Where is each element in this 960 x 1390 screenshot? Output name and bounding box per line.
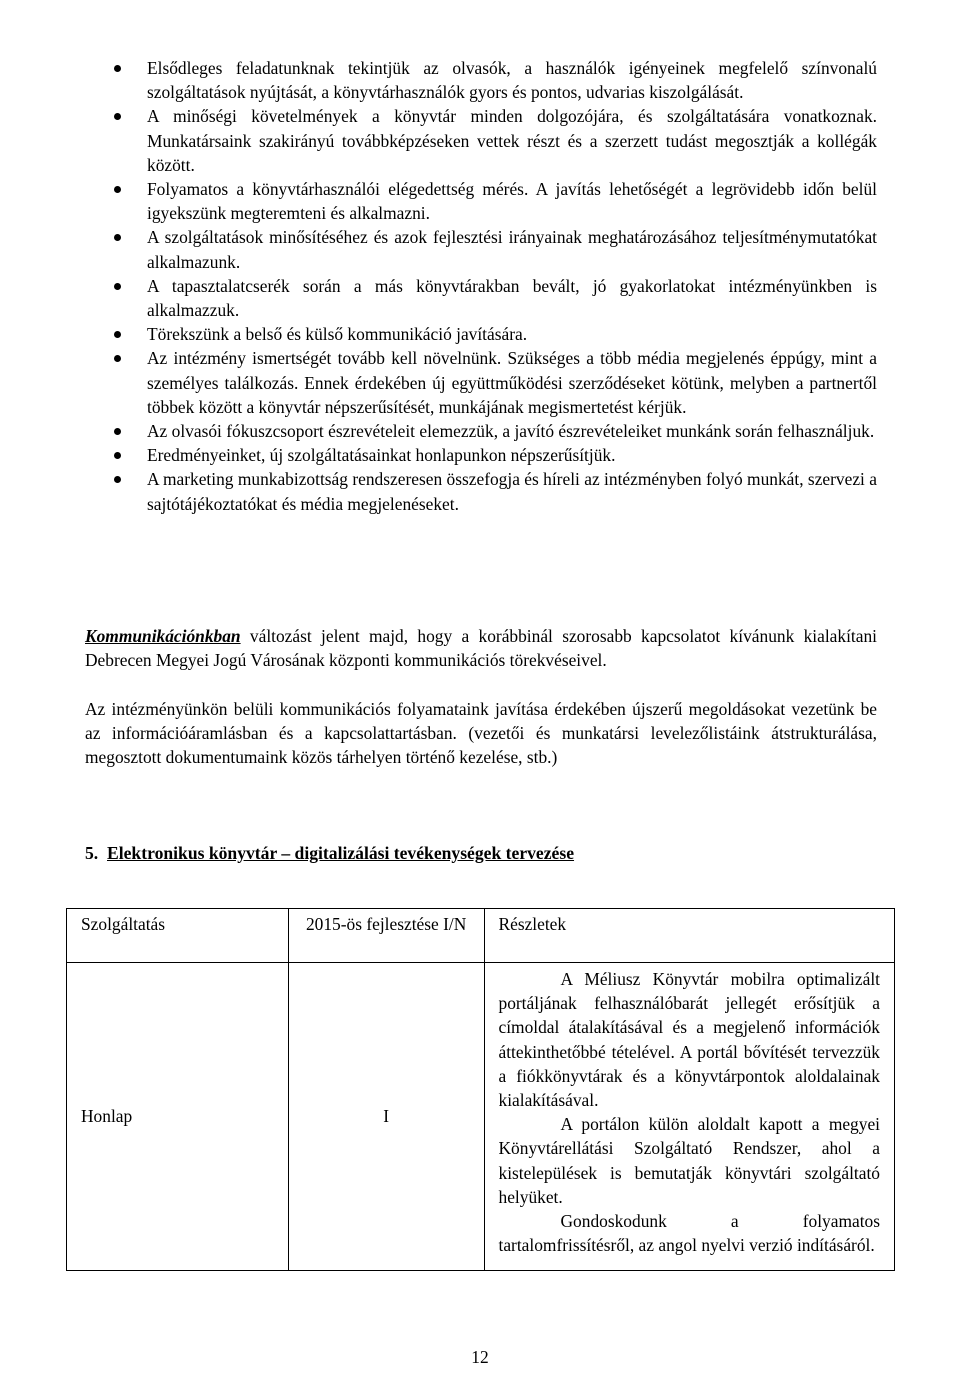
column-header-development: 2015-ös fejlesztése I/N	[288, 909, 484, 963]
bullet-icon	[114, 65, 121, 72]
list-item: Az intézmény ismertségét tovább kell növelnünk. Szükséges a több média megjelenés éppúgy, mint a személyes találkozás. Ennek érdekében új együttműködési szerződéseket kötünk, melyben a partnertől többek között a könyvtár népszerűsítését, munkájának megismertetést kérjük.	[110, 346, 877, 419]
details-paragraph: A portálon külön aloldalt kapott a megyei Könyvtárellátási Szolgáltató Rendszer, ahol a kistelepülések is bemutatják könyvtári szolgáltató helyüket.	[498, 1114, 880, 1207]
cell-development-flag: I	[288, 963, 484, 1271]
section-heading	[85, 843, 574, 864]
bullet-icon	[114, 331, 121, 338]
list-item: Folyamatos a könyvtárhasználói elégedettség mérés. A javítás lehetőségét a legrövidebb időn belül igyekszünk megteremteni és alkalmazni.	[110, 177, 877, 225]
details-paragraph: Gondoskodunk a folyamatos tartalomfrissítésről, az angol nyelvi verzió indításáról.	[498, 1211, 880, 1256]
details-paragraph: A Méliusz Könyvtár mobilra optimalizált portáljának felhasználóbarát jellegét erősítjük a címoldal átalakításával és a megjelenő információk áttekinthetőbbé tételével. A portál bővítését tervezzük a fiókkönyvtárak és a könyvtárpontok aloldalainak kialakításával.	[498, 969, 880, 1111]
column-header-service: Szolgáltatás	[67, 909, 289, 963]
services-table	[66, 908, 895, 1271]
list-item: A tapasztalatcserék során a más könyvtárakban bevált, jó gyakorlatokat intézményünkben is alkalmazzuk.	[110, 274, 877, 322]
communication-paragraph	[85, 624, 877, 672]
internal-communication-paragraph: Az intézményünkön belüli kommunikációs folyamataink javítása érdekében újszerű megoldásokat vezetünk be az információáramlásban és a kapcsolattartásban. (vezetői és munkatársi levelezőlistáink átstrukturálása, megosztott dokumentumaink közös tárhelyen történő kezelése, stb.)	[85, 699, 877, 768]
list-item: Elsődleges feladatunknak tekintjük az olvasók, a használók igényeinek megfelelő színvonalú szolgáltatások nyújtását, a könyvtárhasználók gyors és pontos, udvarias kiszolgálását.	[110, 56, 877, 104]
communication-lead-term: Kommunikációnkban	[85, 626, 241, 646]
cell-details	[484, 963, 895, 1271]
bullet-icon	[114, 186, 121, 193]
list-item: Eredményeinket, új szolgáltatásainkat honlapunkon népszerűsítjük.	[110, 443, 877, 467]
bullet-icon	[114, 355, 121, 362]
bullet-icon	[114, 452, 121, 459]
page-number: 12	[471, 1347, 489, 1367]
communication-paragraph-text: változást jelent majd, hogy a korábbinál szorosabb kapcsolatot kívánunk kialakítani Debrecen Megyei Jogú Városának központi kommunikációs törekvéseivel.	[85, 626, 877, 671]
list-item: Törekszünk a belső és külső kommunikáció javítására.	[110, 322, 877, 346]
bullet-icon	[114, 428, 121, 435]
section-number: 5.	[85, 843, 99, 863]
table-header-row	[67, 909, 895, 963]
column-header-details: Részletek	[484, 909, 895, 963]
cell-service: Honlap	[67, 963, 289, 1271]
section-title: Elektronikus könyvtár – digitalizálási tevékenységek tervezése	[107, 843, 575, 863]
list-item: A szolgáltatások minősítéséhez és azok fejlesztési irányainak meghatározásához teljesítménymutatókat alkalmazunk.	[110, 225, 877, 273]
bullet-icon	[114, 476, 121, 483]
bullet-icon	[114, 234, 121, 241]
goals-bullet-list	[110, 56, 877, 516]
list-item: Az olvasói fókuszcsoport észrevételeit elemezzük, a javító észrevételeiket munkánk során felhasználjuk.	[110, 419, 877, 443]
list-item: A marketing munkabizottság rendszeresen összefogja és híreli az intézményben folyó munkát, szervezi a sajtótájékoztatókat és média megjelenéseket.	[110, 467, 877, 515]
bullet-icon	[114, 283, 121, 290]
list-item: A minőségi követelmények a könyvtár minden dolgozójára, és szolgáltatására vonatkoznak. Munkatársaink szakirányú továbbképzéseken vettek részt és a szerzett tudást megosztják a kollégák között.	[110, 104, 877, 177]
table-row	[67, 963, 895, 1271]
bullet-icon	[114, 113, 121, 120]
